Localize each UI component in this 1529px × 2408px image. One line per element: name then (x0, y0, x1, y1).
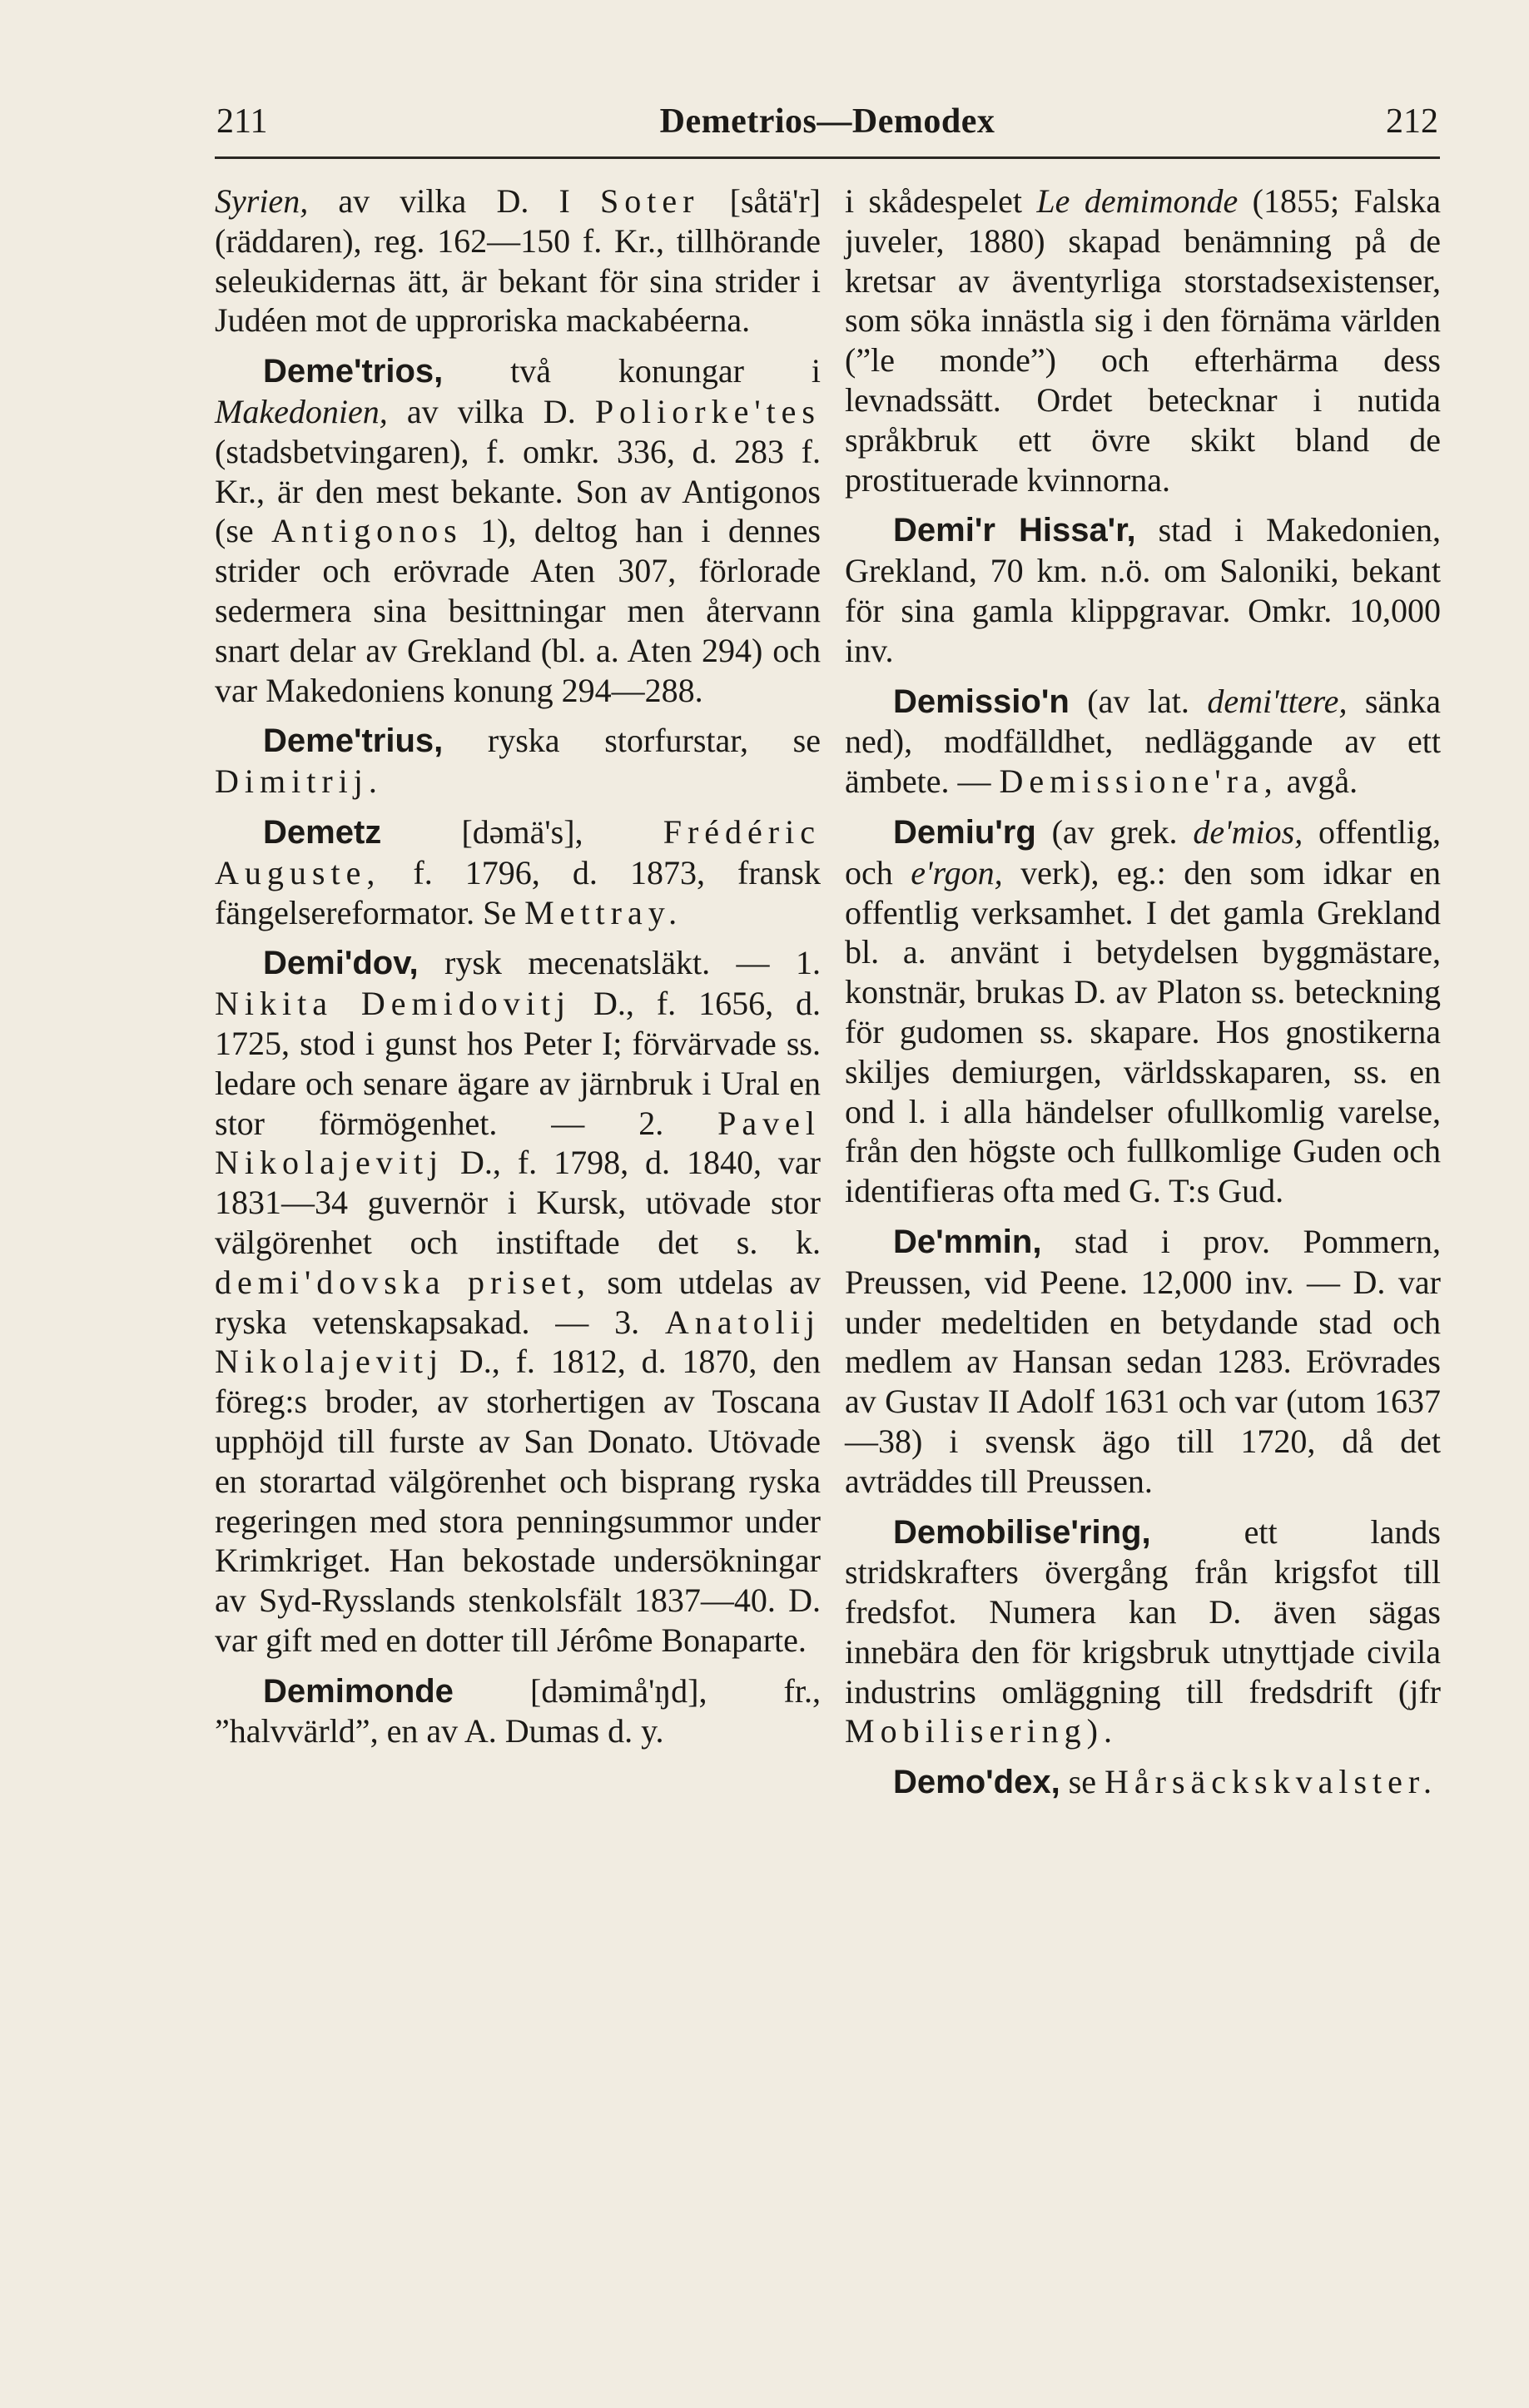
entry-syrien-cont (215, 181, 821, 340)
headword: Demiu'rg (893, 813, 1036, 851)
right-column (845, 181, 1441, 1814)
left-column (215, 181, 821, 1762)
entry-demobilisering (845, 1512, 1441, 1752)
entry-demiurg (845, 812, 1441, 1211)
entry-text: [dəmimå'ŋd], fr., ”halvvärld”, en av A. Dumas d. y. (215, 1671, 821, 1750)
page-number-left: 211 (216, 102, 268, 141)
entry-text: stad i prov. Pommern, Preussen, vid Peene. 12,000 inv. — D. var under medeltiden en betydande stad och medlem av Hansan sedan 1283. Erövrades av Gustav II Adolf 1631 och var (utom 1637—38) i svensk ägo till 1720, då det avträddes till Preussen. (845, 1222, 1441, 1500)
entry-demimonde (215, 1671, 821, 1752)
entry-text: rysk mecenatsläkt. — 1. Nikita Demidovitj D., f. 1656, d. 1725, stod i gunst hos Peter I; förvärvade ss. ledare och senare ägare av järnbruk i Ural en stor förmögenhet. — 2. Pavel Nikolajevitj D., f. 1798, d. 1840, var 1831—34 guvernör i Kursk, utövade stor välgörenhet och instiftade det s. k. demi'dovska priset, som utdelas av ryska vetenskapsakad. — 3. Anatolij Nikolajevitj D., f. 1812, d. 1870, den föreg:s broder, av storhertigen av Toscana upphöjd till furste av San Donato. Utövade en storartad välgörenhet och bisprang ryska regeringen med stora penningsummor under Krimkriget. Han bekostade undersökningar av Syd-Rysslands stenkolsfält 1837—40. D. var gift med en dotter till Jérôme Bonaparte. (215, 944, 822, 1659)
page-number-right: 212 (1386, 102, 1438, 141)
headword: Demobilise'ring, (893, 1513, 1151, 1551)
headword: De'mmin, (893, 1223, 1042, 1260)
headword: Demissio'n (893, 683, 1070, 720)
entry-text: se Hårsäckskvalster. (1060, 1763, 1438, 1801)
entry-text: [dəmä's], Frédéric Auguste, f. 1796, d. 1873, fransk fängelsereformator. Se Mettray. (215, 812, 821, 931)
entry-demmin (845, 1222, 1441, 1502)
entry-text: stad i Makedonien, Grekland, 70 km. n.ö. om Saloniki, bekant för sina gamla klippgravar. Omkr. 10,000 inv. (845, 511, 1441, 669)
running-header (215, 90, 1440, 159)
headword: Demi'dov, (263, 945, 419, 982)
headword: Deme'trius, (263, 722, 444, 760)
running-title: Demetrios—Demodex (659, 102, 995, 141)
entry-demir-hissar (845, 510, 1441, 670)
entry-demidov (215, 943, 821, 1660)
entry-text: två konungar i Makedonien, av vilka D. Poliorke'tes (stadsbetvingaren), f. omkr. 336, d. 283 f. Kr., är den mest bekante. Son av Antigonos (se Antigonos 1), deltog han i dennes strider och erövrade Aten 307, förlorade sedermera sina besittningar men återvann snart delar av Grekland (bl. a. Aten 294) och var Makedoniens konung 294—288. (215, 352, 821, 709)
entry-text: (av lat. demi'ttere, sänka ned), modfälldhet, nedläggande av ett ämbete. — Demissione'ra, avgå. (845, 682, 1441, 801)
entry-text: (av grek. de'mios, offentlig, och e'rgon, verk), eg.: den som idkar en offentlig verksamhet. I det gamla Grekland bl. a. använt i betydelsen byggmästare, konstnär, brukas D. av Platon ss. beteckning för gudomen ss. skapare. Hos gnostikerna skiljes demiurgen, världsskaparen, ss. en ond l. i alla händelser ofullkomlig varelse, från den högste och fullkomlige Guden och identifieras ofta med G. T:s Gud. (845, 812, 1441, 1210)
headword: Demetz (263, 813, 382, 851)
entry-demission (845, 682, 1441, 802)
headword: Demimonde (263, 1672, 454, 1710)
entry-demetrius (215, 721, 821, 802)
headword: Demo'dex, (893, 1764, 1060, 1801)
headword: Deme'trios, (263, 353, 444, 390)
headword: Demi'r Hissa'r, (893, 512, 1136, 549)
entry-demimonde-cont (845, 181, 1441, 499)
entry-text: ett lands stridskrafters övergång från krigsfot till fredsfot. Numera kan D. även sägas innebära den för krigsbruk utnyttjade civila industrins omläggning till fredsdrift (jfr Mobilisering). (845, 1512, 1441, 1750)
entry-text: ryska storfurstar, se Dimitrij. (215, 722, 821, 801)
entry-demodex (845, 1762, 1441, 1803)
entry-text: i skådespelet Le demimonde (1855; Falska juveler, 1880) skapad benämning på de kretsar av äventyrliga storstadsexistenser, som söka innästla sig i den förnäma världen (”le monde”) och efterhärma dess levnadssätt. Ordet betecknar i nutida språkbruk ett övre skikt bland de prostituerade kvinnorna. (845, 182, 1441, 499)
entry-demetrios (215, 351, 821, 710)
entry-text: Syrien, av vilka D. I Soter [såtä'r] (räddaren), reg. 162—150 f. Kr., tillhörande seleukidernas ätt, är bekant för sina strider i Judéen mot de upproriska mackabéerna. (215, 182, 821, 340)
entry-demetz (215, 812, 821, 932)
